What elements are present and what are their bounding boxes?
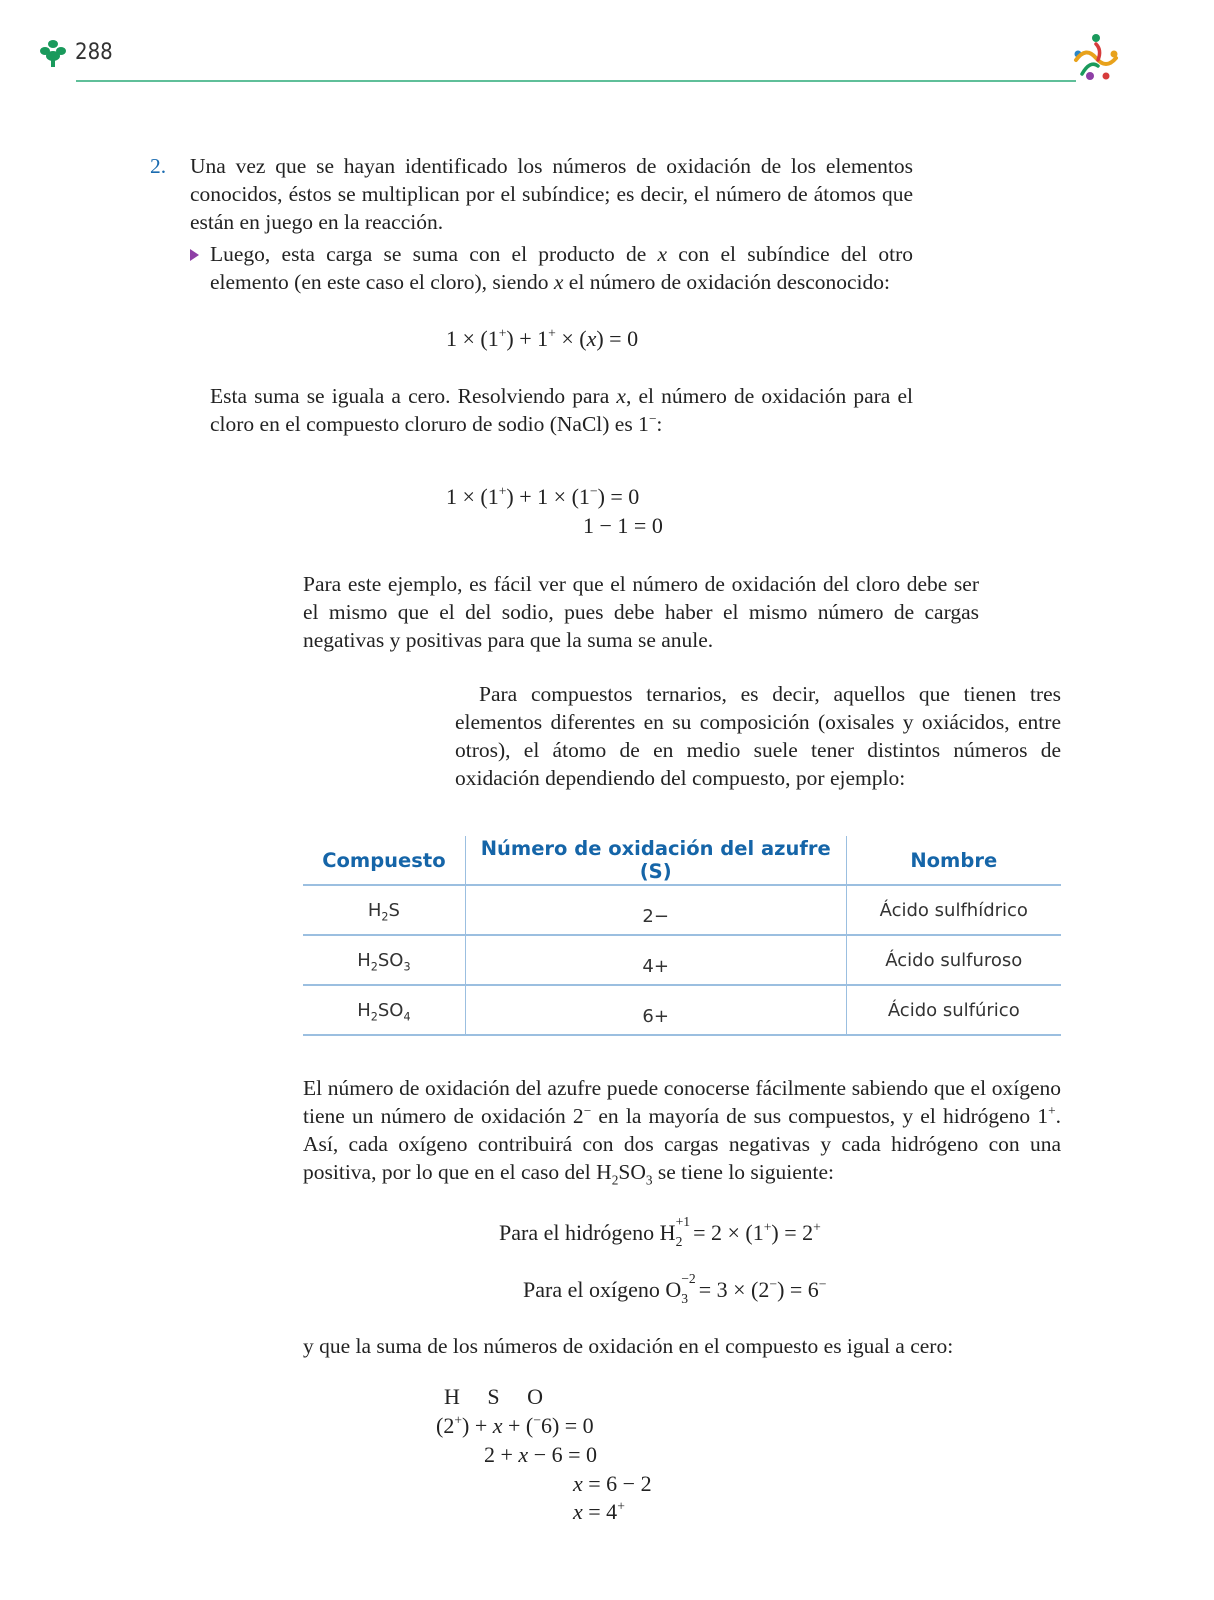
paragraph-resolve: Esta suma se iguala a cero. Resolviendo para x, el número de oxidación para el cloro en el compuesto cloruro de sodio (NaCl) es 1−: <box>210 384 913 436</box>
table-row <box>303 985 1061 1035</box>
paragraph-ternary: Para compuestos ternarios, es decir, aquellos que tienen tres elementos diferentes en su composición (oxisales y oxiácidos, entre otros), el átomo de en medio suele tener distintos números de oxidación dependiendo del compuesto, por ejemplo: <box>455 682 1061 790</box>
triangle-bullet-icon <box>190 249 199 261</box>
solution-line-2: 2 + x − 6 = 0 <box>484 1442 598 1467</box>
paragraph-sum-zero: y que la suma de los números de oxidación en el compuesto es igual a cero: <box>303 1334 954 1358</box>
compound-name: Ácido sulfuroso <box>846 935 1061 985</box>
equation-1: 1 × (1+) + 1+ × (x) = 0 <box>446 325 639 351</box>
column-header-oxidation: Número de oxidación del azufre (S) <box>465 836 846 885</box>
paragraph-example: Para este ejemplo, es fácil ver que el número de oxidación del cloro debe ser el mismo que el del sodio, pues debe haber el mismo número de cargas negativas y positivas para que la suma se anule. <box>303 572 979 652</box>
equation-2-line-1: 1 × (1+) + 1 × (1−) = 0 <box>446 483 640 509</box>
compound-formula: $H_2SO_4$ <box>303 985 465 1035</box>
header-divider <box>76 80 1076 82</box>
decorative-figure-icon <box>1068 30 1124 86</box>
equation-hydrogen: Para el hidrógeno H +1 2 = 2 × (1+) = 2+ <box>499 1214 821 1249</box>
table-header-row <box>303 836 1061 885</box>
list-item-text: Una vez que se hayan identificado los números de oxidación de los elementos conocidos, éstos se multiplican por el subíndice; es decir, el número de átomos que están en juego en la reacción. <box>190 154 913 234</box>
compound-name: Ácido sulfúrico <box>846 985 1061 1035</box>
bullet-paragraph: Luego, esta carga se suma con el producto de x con el subíndice del otro elemento (en este caso el cloro), siendo x el número de oxidación desconocido: <box>210 242 913 294</box>
page-number: 288 <box>75 40 113 65</box>
table-row <box>303 935 1061 985</box>
book-logo-icon <box>40 38 66 68</box>
column-header-compound: Compuesto <box>303 836 465 885</box>
column-header-name: Nombre <box>846 836 1061 885</box>
sulfur-oxidation-table <box>303 836 1061 1036</box>
compound-formula: $H_2SO_3$ <box>303 935 465 985</box>
element-labels: H S O <box>444 1384 544 1409</box>
table-row <box>303 885 1061 935</box>
paragraph-sulfur: El número de oxidación del azufre puede conocerse fácilmente sabiendo que el oxígeno tiene un número de oxidación 2− en la mayoría de sus compuestos, y el hidrógeno 1+. Así, cada oxígeno contribuirá con dos cargas negativas y cada hidrógeno con una positiva, por lo que en el caso del $H_2SO_3$ se tiene lo siguiente: <box>303 1076 1061 1188</box>
list-item-number: 2. <box>150 154 167 178</box>
solution-line-3: x = 6 − 2 <box>573 1471 652 1496</box>
oxidation-number: 6+ <box>465 985 846 1035</box>
equation-oxygen: Para el oxígeno O −2 3 = 3 × (2−) = 6− <box>523 1271 827 1306</box>
solution-line-1: (2+) + x + (−6) = 0 <box>436 1412 594 1438</box>
oxidation-number: 4+ <box>465 935 846 985</box>
solution-line-4: x = 4+ <box>573 1498 625 1524</box>
oxidation-number: 2− <box>465 885 846 935</box>
equation-2-line-2: 1 − 1 = 0 <box>583 513 663 538</box>
compound-formula: $H_2S$ <box>303 885 465 935</box>
compound-name: Ácido sulfhídrico <box>846 885 1061 935</box>
